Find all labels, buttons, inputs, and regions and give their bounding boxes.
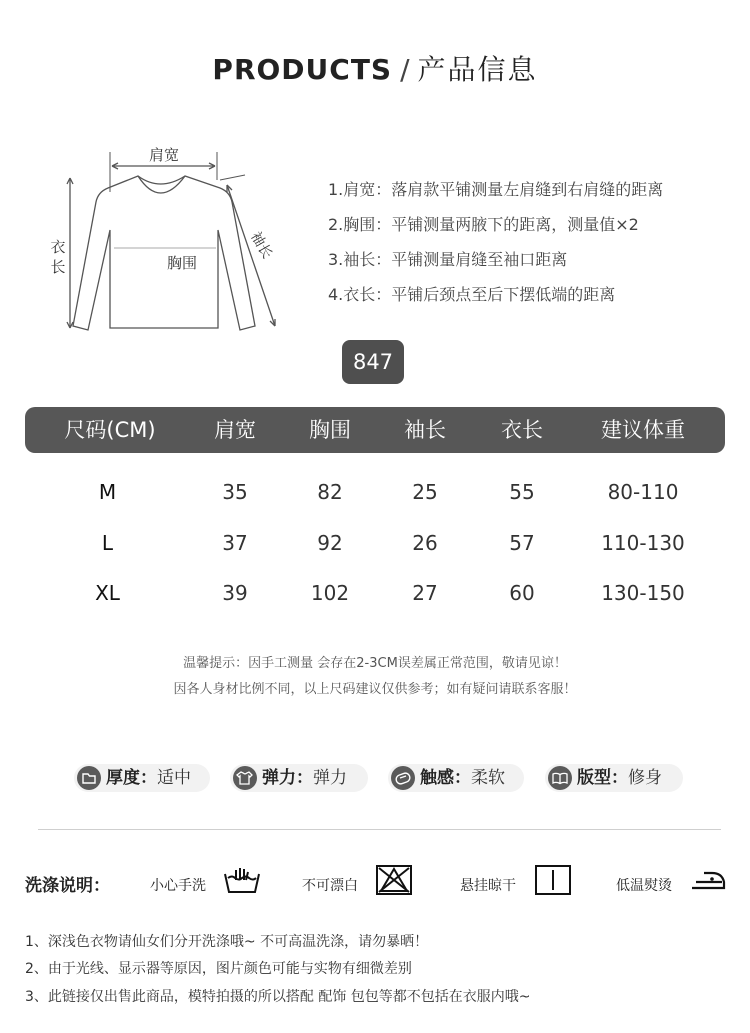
attribute-fit-value: 修身 — [628, 768, 662, 788]
attribute-elasticity-value: 弹力 — [313, 768, 347, 788]
cell-shoulder: 37 — [222, 531, 248, 555]
title-separator: / — [400, 53, 410, 86]
cell-sleeve: 26 — [412, 531, 438, 555]
folder-icon — [77, 766, 101, 790]
table-row — [25, 472, 725, 512]
note-shoulder: 1.肩宽：落肩款平铺测量左肩缝到右肩缝的距离 — [328, 180, 664, 199]
attribute-touch — [388, 764, 524, 792]
wash-label-no-bleach: 不可漂白 — [302, 878, 358, 894]
attribute-thickness — [74, 764, 210, 792]
cell-size: M — [98, 480, 117, 504]
footnote-2: 2、由于光线、显示器等原因，图片颜色可能与实物有细微差别 — [25, 961, 412, 977]
book-icon — [548, 766, 572, 790]
attribute-touch-value: 柔软 — [471, 768, 505, 788]
title-en: PRODUCTS — [212, 53, 393, 86]
attribute-fit — [545, 764, 683, 792]
tip-measurement-error: 温馨提示：因手工测量 会存在2-3CM误差属正常范围，敬请见谅！ — [183, 656, 567, 671]
cell-sleeve: 25 — [412, 480, 438, 504]
attribute-thickness-label: 厚度： — [106, 768, 157, 788]
cell-shoulder: 35 — [222, 480, 248, 504]
wash-title: 洗涤说明： — [25, 876, 110, 896]
wash-label-hand-wash: 小心手洗 — [150, 878, 206, 894]
hand-wash-icon — [222, 864, 262, 896]
header-length: 衣长 — [501, 418, 543, 442]
attribute-fit-text — [577, 764, 662, 792]
table-row — [25, 573, 725, 613]
cell-sleeve: 27 — [412, 581, 438, 605]
note-chest: 2.胸围：平铺测量两腋下的距离，测量值×2 — [328, 215, 639, 234]
line-dry-icon — [533, 864, 573, 896]
title-cn: 产品信息 — [417, 53, 538, 86]
table-row — [25, 523, 725, 563]
diagram-length-label-2: 长 — [50, 258, 66, 276]
attribute-elasticity — [230, 764, 368, 792]
wash-label-line-dry: 悬挂晾干 — [460, 878, 516, 894]
cell-size: L — [101, 531, 114, 555]
cell-chest: 82 — [317, 480, 343, 504]
header-shoulder: 肩宽 — [214, 418, 256, 442]
attribute-thickness-value: 适中 — [157, 768, 191, 788]
header-size: 尺码(CM) — [64, 418, 156, 442]
soap-icon — [391, 766, 415, 790]
tshirt-diagram-icon — [40, 130, 300, 340]
attribute-touch-label: 触感： — [420, 768, 471, 788]
cell-chest: 102 — [310, 581, 350, 605]
cell-weight: 110-130 — [601, 531, 685, 555]
cell-length: 60 — [509, 581, 535, 605]
measurement-notes — [328, 178, 738, 318]
diagram-length-label-1: 衣 — [50, 238, 66, 256]
model-code-badge: 847 — [342, 340, 404, 384]
shirt-icon — [233, 766, 257, 790]
attribute-elasticity-text — [262, 764, 347, 792]
attribute-touch-text — [420, 764, 505, 792]
header-sleeve: 袖长 — [404, 418, 446, 442]
footnote-1: 1、深浅色衣物请仙女们分开洗涤哦~ 不可高温洗涤，请勿暴晒！ — [25, 934, 429, 950]
attribute-thickness-text — [106, 764, 191, 792]
diagram-sleeve-label: 袖长 — [247, 229, 276, 262]
low-iron-icon — [688, 864, 728, 896]
diagram-chest-label: 胸围 — [166, 254, 198, 272]
no-bleach-icon — [374, 864, 414, 896]
note-sleeve: 3.袖长：平铺测量肩缝至袖口距离 — [328, 250, 568, 269]
tip-size-reference: 因各人身材比例不同，以上尺码建议仅供参考；如有疑问请联系客服！ — [173, 682, 577, 697]
attribute-elasticity-label: 弹力： — [262, 768, 313, 788]
header-chest: 胸围 — [309, 418, 351, 442]
measurement-diagram — [40, 130, 300, 340]
header-weight: 建议体重 — [601, 418, 685, 442]
cell-length: 57 — [509, 531, 535, 555]
section-divider — [38, 829, 721, 830]
cell-weight: 130-150 — [601, 581, 685, 605]
wash-label-low-iron: 低温熨烫 — [616, 878, 672, 894]
page-title — [0, 48, 750, 88]
size-table-header — [25, 407, 725, 453]
cell-shoulder: 39 — [222, 581, 248, 605]
note-length: 4.衣长：平铺后颈点至后下摆低端的距离 — [328, 285, 616, 304]
cell-chest: 92 — [317, 531, 343, 555]
cell-weight: 80-110 — [607, 480, 679, 504]
attribute-fit-label: 版型： — [577, 768, 628, 788]
footnote-3: 3、此链接仅出售此商品，模特拍摄的所以搭配 配饰 包包等都不包括在衣服内哦~ — [25, 989, 531, 1005]
cell-length: 55 — [509, 480, 535, 504]
cell-size: XL — [95, 581, 120, 605]
diagram-shoulder-label: 肩宽 — [148, 146, 180, 164]
